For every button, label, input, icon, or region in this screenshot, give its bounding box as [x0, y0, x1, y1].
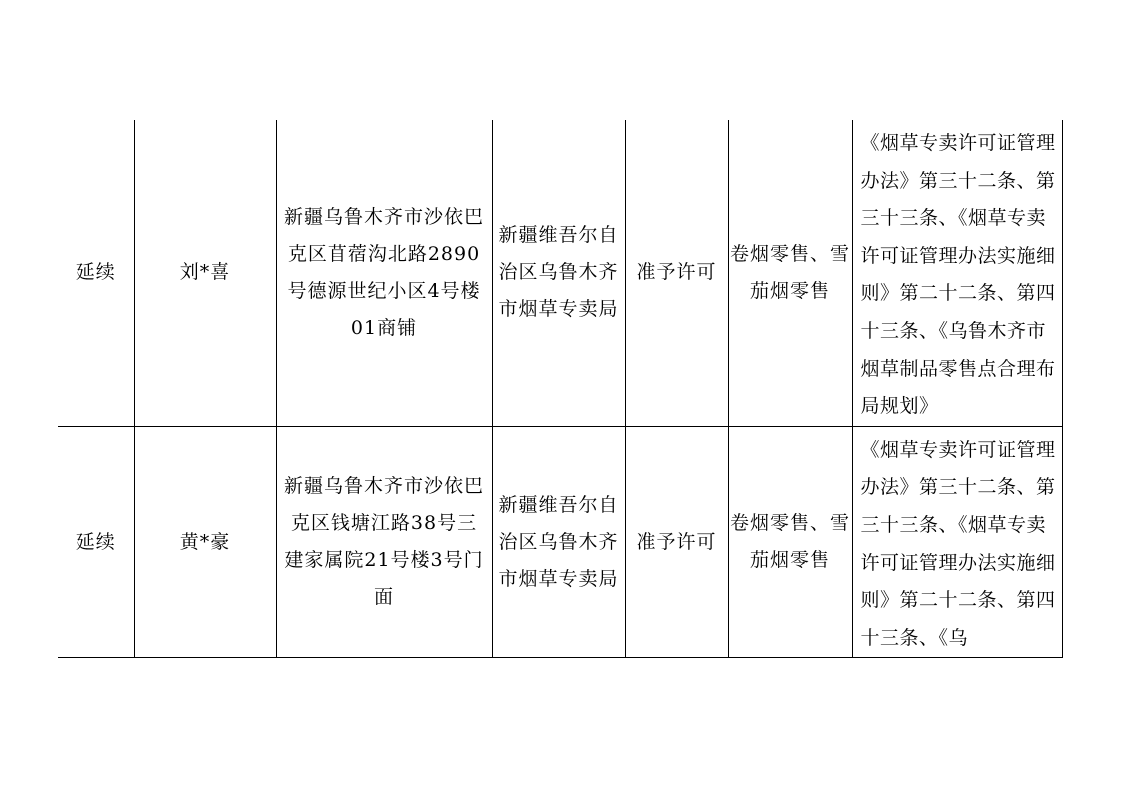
table-row: [58, 120, 1062, 426]
name-text: 黄*豪: [179, 530, 231, 553]
license-table: [58, 120, 1063, 658]
name-cell: [134, 426, 276, 658]
basis-cell: [852, 426, 1062, 658]
address-cell: [276, 120, 492, 426]
authority-text: 新疆维吾尔自治区乌鲁木齐市烟草专卖局: [498, 493, 619, 590]
table-row: [58, 426, 1062, 658]
type-text: 延续: [75, 530, 116, 553]
basis-text: 《烟草专卖许可证管理办法》第三十二条、第三十三条、《烟草专卖许可证管理办法实施细则》第二十二条、第四十三条、《乌: [860, 438, 1056, 649]
address-text: 新疆乌鲁木齐市沙依巴克区苜蓿沟北路2890号德源世纪小区4号楼01商铺: [283, 205, 484, 339]
type-cell: [58, 426, 134, 658]
basis-cell: [852, 120, 1062, 426]
decision-cell: [625, 426, 728, 658]
authority-text: 新疆维吾尔自治区乌鲁木齐市烟草专卖局: [498, 224, 619, 321]
type-cell: [58, 120, 134, 426]
decision-cell: [625, 120, 728, 426]
name-text: 刘*喜: [179, 261, 231, 284]
authority-cell: [492, 120, 625, 426]
authority-cell: [492, 426, 625, 658]
type-text: 延续: [75, 261, 116, 284]
address-cell: [276, 426, 492, 658]
basis-text: 《烟草专卖许可证管理办法》第三十二条、第三十三条、《烟草专卖许可证管理办法实施细则》第二十二条、第四十三条、《乌鲁木齐市烟草制品零售点合理布局规划》: [860, 132, 1056, 418]
scope-text: 卷烟零售、雪茄烟零售: [729, 242, 850, 302]
decision-text: 准予许可: [636, 530, 717, 553]
decision-text: 准予许可: [636, 261, 717, 284]
address-text: 新疆乌鲁木齐市沙依巴克区钱塘江路38号三建家属院21号楼3号门面: [283, 475, 484, 609]
scope-text: 卷烟零售、雪茄烟零售: [729, 512, 850, 572]
name-cell: [134, 120, 276, 426]
scope-cell: [728, 120, 852, 426]
scope-cell: [728, 426, 852, 658]
